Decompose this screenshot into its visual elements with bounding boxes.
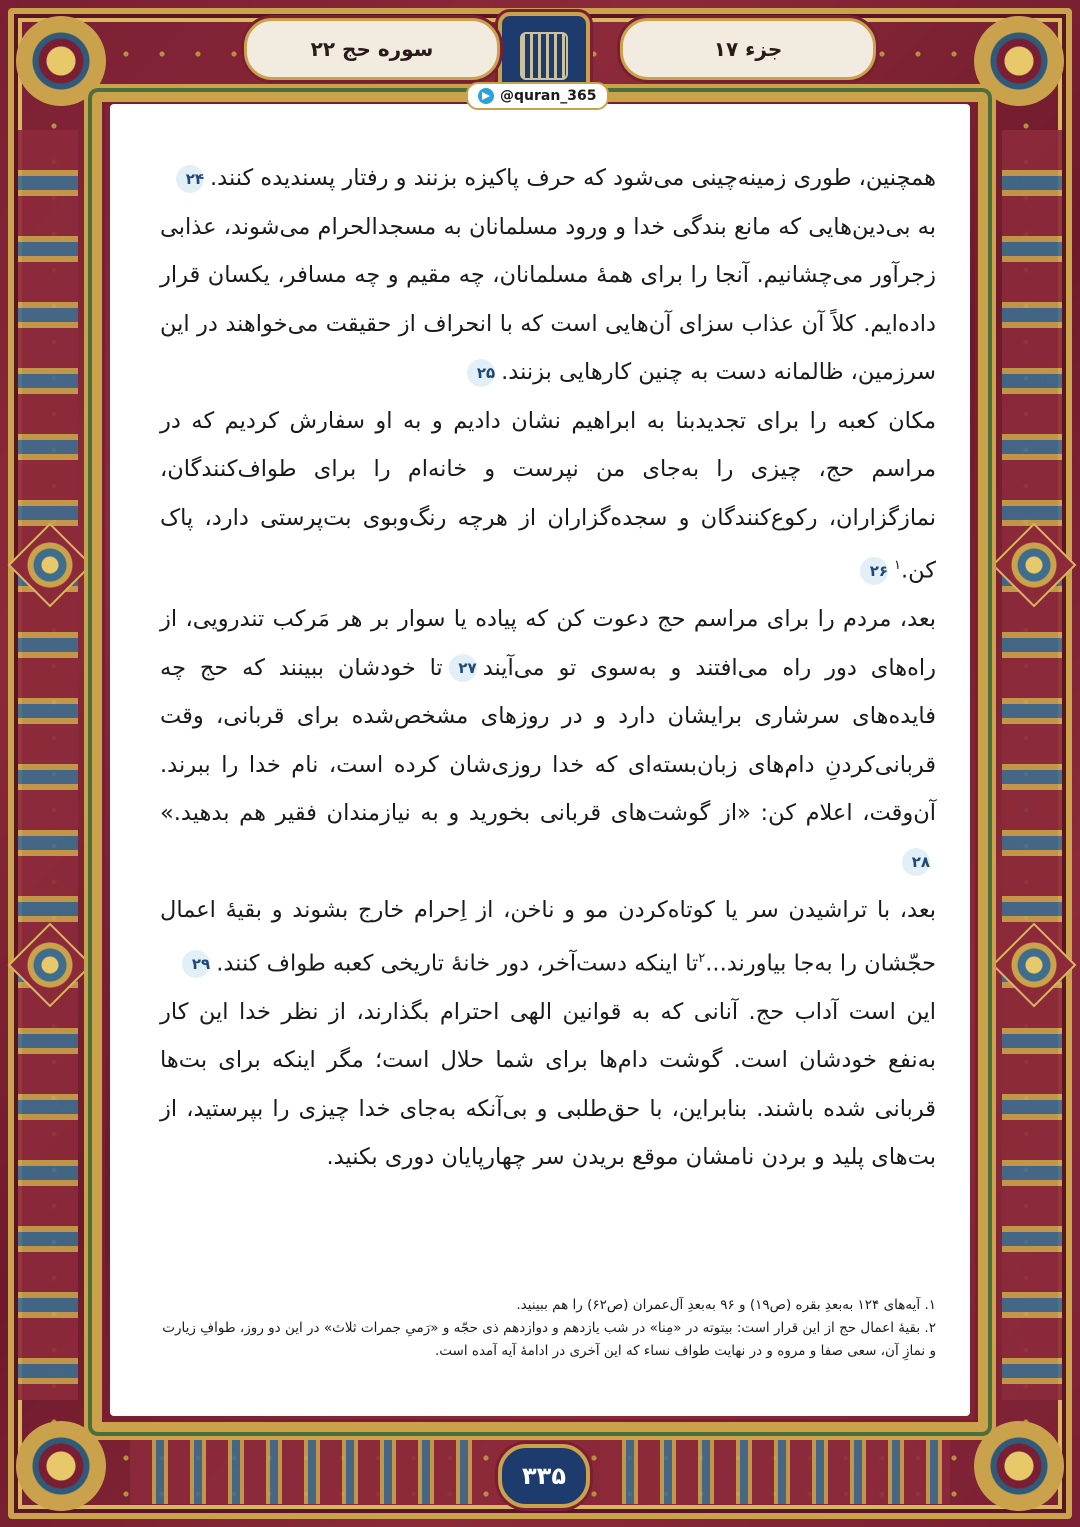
paragraph: این است آداب حج. آنانی که به قوانین الهی احترام بگذارند، از نظر خدا این کار به‌نفع خودشان است. گوشت دام‌ها برای شما حلال است؛ مگر اینکه برای بت‌ها قربانی شده باشند. بنابراین، با حق‌طلبی و بی‌آنکه به‌جای خدا چیزی را بپرستید، از بت‌های پلید و بردن نامشان موقع بریدن سر چهارپایان دوری بکنید. bbox=[160, 998, 936, 1170]
footnote-1: ۱. آیه‌های ۱۲۴ به‌بعدِ بقره (ص۱۹) و ۹۶ به‌بعدِ آل‌عمران (ص۶۲) را هم ببینید. bbox=[516, 1297, 936, 1313]
juz-label: جزء ۱۷ bbox=[620, 18, 876, 80]
page-content bbox=[110, 104, 970, 1416]
verse-text bbox=[160, 154, 936, 1182]
verse-number-badge: ۲۵ bbox=[467, 359, 495, 387]
paragraph: بعد، با تراشیدن سر یا کوتاه‌کردن مو و ناخن، از اِحرام خارج بشوند و بقیهٔ اعمال حجّشان را به‌جا بیاورند...$^۲$تا اینکه دست‌آخر، دور خانهٔ تاریخی کعبه طواف کنند.۲۹ bbox=[160, 897, 936, 976]
footnote-marker: ۲ bbox=[698, 950, 706, 966]
left-ornament-band bbox=[18, 130, 78, 1400]
corner-medallion-bottom-left bbox=[16, 1421, 106, 1511]
page-number: ۳۳۵ bbox=[498, 1444, 590, 1508]
corner-medallion-top-left bbox=[16, 16, 106, 106]
paragraph: مکان کعبه را برای تجدیدبنا به ابراهیم نشان دادیم و به او سفارش کردیم که در مراسم حج، چیزی را به‌جای من نپرست و خانه‌ام را برای طواف‌کنندگان، نمازگزاران، رکوع‌کنندگان و سجده‌گزاران از هرچه رنگ‌وبوی بت‌پرستی دارد، پاک کن.$^۱$۲۶ bbox=[160, 407, 936, 584]
paragraph: به بی‌دین‌هایی که مانع بندگی خدا و ورود مسلمانان به مسجدالحرام می‌شوند، عذابی زجرآور می‌چشانیم. آنجا را برای همهٔ مسلمانان، چه مقیم و چه مسافر، یکسان قرار داده‌ایم. کلاً آن عذاب سزای آن‌هایی است که با انحراف از حقیقت می‌خواهند در این سرزمین، ظالمانه دست به چنین کارهایی بزنند.۲۵ bbox=[160, 213, 936, 385]
right-ornament-band bbox=[1002, 130, 1062, 1400]
verse-number-badge: ۲۷ bbox=[449, 654, 477, 682]
corner-medallion-top-right bbox=[974, 16, 1064, 106]
surah-label: سوره حج ۲۲ bbox=[244, 18, 500, 80]
paragraph: بعد، مردم را برای مراسم حج دعوت کن که پیاده یا سوار بر هر مَرکب تندرویی، از راه‌های دور راه می‌افتند و به‌سوی تو می‌آیند۲۷تا خودشان ببینند که حج چه فایده‌های سرشاری برایشان دارد و در روزهای مشخص‌شده برای قربانی، وقت قربانی‌کردنِ دام‌های زبان‌بسته‌ای که خدا روزی‌شان کرده است، نام خدا را ببرند. آن‌وقت، اعلام کن: «از گوشت‌های قربانی بخورید و به نیازمندان فقیر هم بدهید.»۲۸ bbox=[160, 595, 936, 886]
paragraph: همچنین، طوری زمینه‌چینی می‌شود که حرف پاکیزه بزنند و رفتار پسندیده کنند.۲۴ bbox=[160, 154, 936, 203]
verse-number-badge: ۲۸ bbox=[902, 848, 930, 876]
footnotes bbox=[160, 1294, 936, 1363]
telegram-icon bbox=[478, 88, 494, 104]
channel-handle: @quran_365 bbox=[500, 88, 597, 104]
verse-number-badge: ۲۶ bbox=[860, 557, 888, 585]
verse-number-badge: ۲۹ bbox=[182, 950, 210, 978]
footnote-marker: ۱ bbox=[894, 558, 901, 573]
footnote-2: ۲. بقیهٔ اعمال حج از این قرار است: بیتوته در «مِنا» در شب یازدهم و دوازدهم ذی حجّه و «رَمیِ جمرات ثلاث» در این دو روز، طوافِ زیارت و نمازِ آن، سعی صفا و مروه و در نهایت طواف نساء که این آخری در ادامهٔ آیه آمده است. bbox=[162, 1320, 936, 1359]
telegram-channel-link[interactable] bbox=[466, 82, 609, 110]
bottom-right-band bbox=[600, 1440, 950, 1504]
bottom-left-band bbox=[130, 1440, 480, 1504]
corner-medallion-bottom-right bbox=[974, 1421, 1064, 1511]
verse-number-badge: ۲۴ bbox=[176, 165, 204, 193]
